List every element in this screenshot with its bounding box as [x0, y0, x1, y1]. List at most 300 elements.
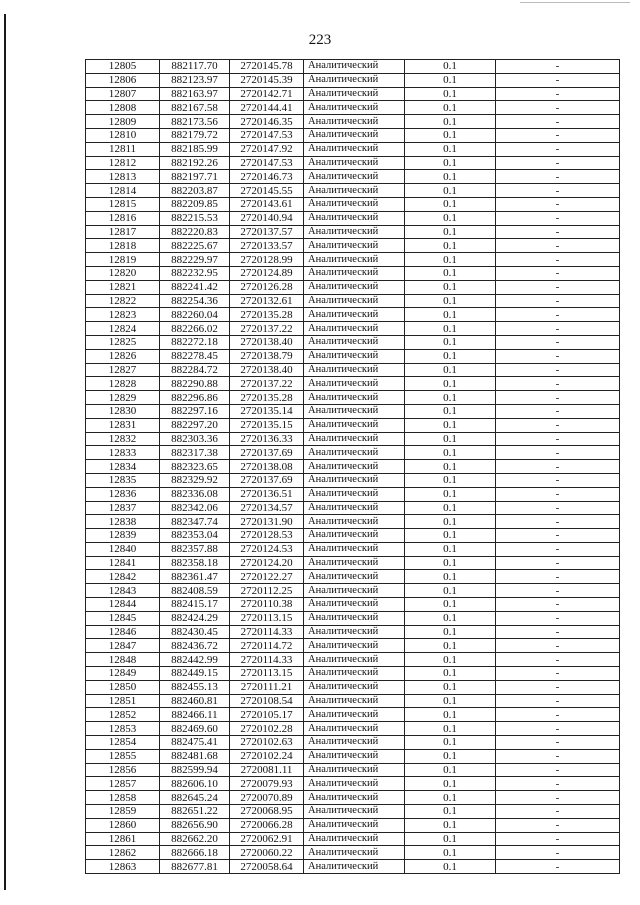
x-coordinate-cell: 882436.72	[160, 639, 230, 653]
table-row	[86, 653, 620, 667]
method-cell: Аналитический	[304, 418, 405, 432]
note-cell: -	[496, 832, 620, 846]
note-cell: -	[496, 432, 620, 446]
y-coordinate-cell: 2720110.38	[230, 598, 304, 612]
table-row	[86, 60, 620, 74]
method-cell: Аналитический	[304, 225, 405, 239]
table-row	[86, 294, 620, 308]
method-cell: Аналитический	[304, 184, 405, 198]
table-row	[86, 749, 620, 763]
x-coordinate-cell: 882599.94	[160, 763, 230, 777]
note-cell: -	[496, 763, 620, 777]
y-coordinate-cell: 2720102.63	[230, 736, 304, 750]
x-coordinate-cell: 882358.18	[160, 556, 230, 570]
y-coordinate-cell: 2720131.90	[230, 515, 304, 529]
accuracy-cell: 0.1	[405, 280, 496, 294]
accuracy-cell: 0.1	[405, 832, 496, 846]
accuracy-cell: 0.1	[405, 225, 496, 239]
y-coordinate-cell: 2720137.22	[230, 322, 304, 336]
accuracy-cell: 0.1	[405, 694, 496, 708]
accuracy-cell: 0.1	[405, 391, 496, 405]
y-coordinate-cell: 2720143.61	[230, 197, 304, 211]
x-coordinate-cell: 882430.45	[160, 625, 230, 639]
note-cell: -	[496, 142, 620, 156]
method-cell: Аналитический	[304, 832, 405, 846]
x-coordinate-cell: 882297.16	[160, 404, 230, 418]
x-coordinate-cell: 882254.36	[160, 294, 230, 308]
accuracy-cell: 0.1	[405, 156, 496, 170]
y-coordinate-cell: 2720146.73	[230, 170, 304, 184]
note-cell: -	[496, 487, 620, 501]
accuracy-cell: 0.1	[405, 818, 496, 832]
note-cell: -	[496, 128, 620, 142]
y-coordinate-cell: 2720138.40	[230, 363, 304, 377]
accuracy-cell: 0.1	[405, 128, 496, 142]
accuracy-cell: 0.1	[405, 404, 496, 418]
note-cell: -	[496, 722, 620, 736]
y-coordinate-cell: 2720135.28	[230, 308, 304, 322]
point-number-cell: 12854	[86, 736, 160, 750]
x-coordinate-cell: 882278.45	[160, 349, 230, 363]
accuracy-cell: 0.1	[405, 805, 496, 819]
x-coordinate-cell: 882323.65	[160, 460, 230, 474]
point-number-cell: 12825	[86, 335, 160, 349]
note-cell: -	[496, 791, 620, 805]
point-number-cell: 12855	[86, 749, 160, 763]
accuracy-cell: 0.1	[405, 570, 496, 584]
x-coordinate-cell: 882241.42	[160, 280, 230, 294]
method-cell: Аналитический	[304, 308, 405, 322]
accuracy-cell: 0.1	[405, 115, 496, 129]
accuracy-cell: 0.1	[405, 60, 496, 74]
accuracy-cell: 0.1	[405, 308, 496, 322]
x-coordinate-cell: 882460.81	[160, 694, 230, 708]
x-coordinate-cell: 882455.13	[160, 680, 230, 694]
x-coordinate-cell: 882290.88	[160, 377, 230, 391]
scan-top-mark	[520, 2, 630, 3]
note-cell: -	[496, 349, 620, 363]
accuracy-cell: 0.1	[405, 211, 496, 225]
point-number-cell: 12826	[86, 349, 160, 363]
x-coordinate-cell: 882266.02	[160, 322, 230, 336]
x-coordinate-cell: 882203.87	[160, 184, 230, 198]
accuracy-cell: 0.1	[405, 860, 496, 874]
method-cell: Аналитический	[304, 515, 405, 529]
point-number-cell: 12863	[86, 860, 160, 874]
note-cell: -	[496, 239, 620, 253]
x-coordinate-cell: 882357.88	[160, 542, 230, 556]
point-number-cell: 12859	[86, 805, 160, 819]
x-coordinate-cell: 882481.68	[160, 749, 230, 763]
point-number-cell: 12820	[86, 266, 160, 280]
accuracy-cell: 0.1	[405, 722, 496, 736]
table-row	[86, 680, 620, 694]
x-coordinate-cell: 882347.74	[160, 515, 230, 529]
y-coordinate-cell: 2720147.53	[230, 128, 304, 142]
note-cell: -	[496, 777, 620, 791]
point-number-cell: 12813	[86, 170, 160, 184]
x-coordinate-cell: 882209.85	[160, 197, 230, 211]
point-number-cell: 12852	[86, 708, 160, 722]
point-number-cell: 12805	[86, 60, 160, 74]
note-cell: -	[496, 184, 620, 198]
y-coordinate-cell: 2720137.69	[230, 446, 304, 460]
point-number-cell: 12806	[86, 73, 160, 87]
point-number-cell: 12853	[86, 722, 160, 736]
method-cell: Аналитический	[304, 335, 405, 349]
method-cell: Аналитический	[304, 211, 405, 225]
method-cell: Аналитический	[304, 805, 405, 819]
table-row	[86, 225, 620, 239]
note-cell: -	[496, 446, 620, 460]
method-cell: Аналитический	[304, 639, 405, 653]
accuracy-cell: 0.1	[405, 625, 496, 639]
x-coordinate-cell: 882651.22	[160, 805, 230, 819]
scan-left-edge	[4, 14, 6, 890]
point-number-cell: 12836	[86, 487, 160, 501]
accuracy-cell: 0.1	[405, 791, 496, 805]
method-cell: Аналитический	[304, 570, 405, 584]
point-number-cell: 12832	[86, 432, 160, 446]
note-cell: -	[496, 391, 620, 405]
point-number-cell: 12862	[86, 846, 160, 860]
y-coordinate-cell: 2720070.89	[230, 791, 304, 805]
note-cell: -	[496, 170, 620, 184]
x-coordinate-cell: 882284.72	[160, 363, 230, 377]
y-coordinate-cell: 2720079.93	[230, 777, 304, 791]
table-row	[86, 266, 620, 280]
note-cell: -	[496, 542, 620, 556]
y-coordinate-cell: 2720133.57	[230, 239, 304, 253]
accuracy-cell: 0.1	[405, 377, 496, 391]
y-coordinate-cell: 2720145.39	[230, 73, 304, 87]
method-cell: Аналитический	[304, 170, 405, 184]
note-cell: -	[496, 625, 620, 639]
y-coordinate-cell: 2720137.57	[230, 225, 304, 239]
note-cell: -	[496, 322, 620, 336]
table-row	[86, 570, 620, 584]
method-cell: Аналитический	[304, 446, 405, 460]
point-number-cell: 12811	[86, 142, 160, 156]
note-cell: -	[496, 749, 620, 763]
y-coordinate-cell: 2720108.54	[230, 694, 304, 708]
y-coordinate-cell: 2720128.99	[230, 253, 304, 267]
table-row	[86, 611, 620, 625]
table-row	[86, 432, 620, 446]
point-number-cell: 12844	[86, 598, 160, 612]
y-coordinate-cell: 2720066.28	[230, 818, 304, 832]
y-coordinate-cell: 2720105.17	[230, 708, 304, 722]
x-coordinate-cell: 882232.95	[160, 266, 230, 280]
y-coordinate-cell: 2720144.41	[230, 101, 304, 115]
y-coordinate-cell: 2720128.53	[230, 529, 304, 543]
x-coordinate-cell: 882123.97	[160, 73, 230, 87]
table-row	[86, 846, 620, 860]
table-row	[86, 542, 620, 556]
note-cell: -	[496, 736, 620, 750]
accuracy-cell: 0.1	[405, 556, 496, 570]
note-cell: -	[496, 418, 620, 432]
note-cell: -	[496, 860, 620, 874]
table-row	[86, 460, 620, 474]
method-cell: Аналитический	[304, 611, 405, 625]
method-cell: Аналитический	[304, 156, 405, 170]
method-cell: Аналитический	[304, 501, 405, 515]
table-row	[86, 363, 620, 377]
accuracy-cell: 0.1	[405, 598, 496, 612]
table-row	[86, 625, 620, 639]
y-coordinate-cell: 2720114.72	[230, 639, 304, 653]
table-row	[86, 322, 620, 336]
accuracy-cell: 0.1	[405, 515, 496, 529]
method-cell: Аналитический	[304, 280, 405, 294]
accuracy-cell: 0.1	[405, 253, 496, 267]
table-row	[86, 308, 620, 322]
point-number-cell: 12833	[86, 446, 160, 460]
x-coordinate-cell: 882662.20	[160, 832, 230, 846]
note-cell: -	[496, 570, 620, 584]
table-row	[86, 211, 620, 225]
accuracy-cell: 0.1	[405, 432, 496, 446]
accuracy-cell: 0.1	[405, 584, 496, 598]
x-coordinate-cell: 882117.70	[160, 60, 230, 74]
table-row	[86, 805, 620, 819]
point-number-cell: 12831	[86, 418, 160, 432]
y-coordinate-cell: 2720062.91	[230, 832, 304, 846]
accuracy-cell: 0.1	[405, 349, 496, 363]
point-number-cell: 12849	[86, 667, 160, 681]
y-coordinate-cell: 2720137.69	[230, 473, 304, 487]
note-cell: -	[496, 211, 620, 225]
note-cell: -	[496, 818, 620, 832]
method-cell: Аналитический	[304, 529, 405, 543]
table-row	[86, 777, 620, 791]
point-number-cell: 12810	[86, 128, 160, 142]
note-cell: -	[496, 266, 620, 280]
point-number-cell: 12838	[86, 515, 160, 529]
x-coordinate-cell: 882666.18	[160, 846, 230, 860]
method-cell: Аналитический	[304, 542, 405, 556]
note-cell: -	[496, 473, 620, 487]
x-coordinate-cell: 882361.47	[160, 570, 230, 584]
x-coordinate-cell: 882260.04	[160, 308, 230, 322]
note-cell: -	[496, 639, 620, 653]
accuracy-cell: 0.1	[405, 460, 496, 474]
method-cell: Аналитический	[304, 818, 405, 832]
accuracy-cell: 0.1	[405, 653, 496, 667]
point-number-cell: 12861	[86, 832, 160, 846]
accuracy-cell: 0.1	[405, 846, 496, 860]
method-cell: Аналитический	[304, 584, 405, 598]
method-cell: Аналитический	[304, 791, 405, 805]
accuracy-cell: 0.1	[405, 749, 496, 763]
note-cell: -	[496, 335, 620, 349]
coordinates-table	[85, 59, 620, 874]
note-cell: -	[496, 708, 620, 722]
table-row	[86, 184, 620, 198]
method-cell: Аналитический	[304, 460, 405, 474]
y-coordinate-cell: 2720135.15	[230, 418, 304, 432]
x-coordinate-cell: 882296.86	[160, 391, 230, 405]
x-coordinate-cell: 882336.08	[160, 487, 230, 501]
x-coordinate-cell: 882677.81	[160, 860, 230, 874]
table-row	[86, 404, 620, 418]
accuracy-cell: 0.1	[405, 777, 496, 791]
x-coordinate-cell: 882645.24	[160, 791, 230, 805]
note-cell: -	[496, 515, 620, 529]
x-coordinate-cell: 882469.60	[160, 722, 230, 736]
method-cell: Аналитический	[304, 749, 405, 763]
point-number-cell: 12856	[86, 763, 160, 777]
table-row	[86, 736, 620, 750]
x-coordinate-cell: 882442.99	[160, 653, 230, 667]
table-row	[86, 529, 620, 543]
table-row	[86, 598, 620, 612]
note-cell: -	[496, 584, 620, 598]
y-coordinate-cell: 2720136.33	[230, 432, 304, 446]
method-cell: Аналитический	[304, 680, 405, 694]
x-coordinate-cell: 882475.41	[160, 736, 230, 750]
x-coordinate-cell: 882606.10	[160, 777, 230, 791]
y-coordinate-cell: 2720111.21	[230, 680, 304, 694]
accuracy-cell: 0.1	[405, 73, 496, 87]
method-cell: Аналитический	[304, 846, 405, 860]
method-cell: Аналитический	[304, 777, 405, 791]
point-number-cell: 12816	[86, 211, 160, 225]
table-row	[86, 87, 620, 101]
note-cell: -	[496, 197, 620, 211]
y-coordinate-cell: 2720126.28	[230, 280, 304, 294]
method-cell: Аналитический	[304, 377, 405, 391]
y-coordinate-cell: 2720136.51	[230, 487, 304, 501]
note-cell: -	[496, 101, 620, 115]
table-row	[86, 515, 620, 529]
method-cell: Аналитический	[304, 722, 405, 736]
y-coordinate-cell: 2720140.94	[230, 211, 304, 225]
x-coordinate-cell: 882408.59	[160, 584, 230, 598]
note-cell: -	[496, 611, 620, 625]
y-coordinate-cell: 2720138.08	[230, 460, 304, 474]
point-number-cell: 12808	[86, 101, 160, 115]
x-coordinate-cell: 882303.36	[160, 432, 230, 446]
note-cell: -	[496, 501, 620, 515]
table-row	[86, 694, 620, 708]
method-cell: Аналитический	[304, 253, 405, 267]
table-row	[86, 667, 620, 681]
y-coordinate-cell: 2720137.22	[230, 377, 304, 391]
x-coordinate-cell: 882225.67	[160, 239, 230, 253]
y-coordinate-cell: 2720112.25	[230, 584, 304, 598]
accuracy-cell: 0.1	[405, 639, 496, 653]
note-cell: -	[496, 280, 620, 294]
point-number-cell: 12807	[86, 87, 160, 101]
accuracy-cell: 0.1	[405, 542, 496, 556]
accuracy-cell: 0.1	[405, 487, 496, 501]
point-number-cell: 12850	[86, 680, 160, 694]
y-coordinate-cell: 2720132.61	[230, 294, 304, 308]
note-cell: -	[496, 87, 620, 101]
x-coordinate-cell: 882297.20	[160, 418, 230, 432]
note-cell: -	[496, 460, 620, 474]
y-coordinate-cell: 2720113.15	[230, 611, 304, 625]
table-row	[86, 128, 620, 142]
y-coordinate-cell: 2720102.28	[230, 722, 304, 736]
note-cell: -	[496, 156, 620, 170]
accuracy-cell: 0.1	[405, 473, 496, 487]
point-number-cell: 12824	[86, 322, 160, 336]
point-number-cell: 12848	[86, 653, 160, 667]
table-row	[86, 556, 620, 570]
x-coordinate-cell: 882197.71	[160, 170, 230, 184]
table-row	[86, 197, 620, 211]
note-cell: -	[496, 556, 620, 570]
x-coordinate-cell: 882317.38	[160, 446, 230, 460]
method-cell: Аналитический	[304, 598, 405, 612]
accuracy-cell: 0.1	[405, 363, 496, 377]
method-cell: Аналитический	[304, 294, 405, 308]
table-row	[86, 115, 620, 129]
table-row	[86, 335, 620, 349]
method-cell: Аналитический	[304, 73, 405, 87]
x-coordinate-cell: 882272.18	[160, 335, 230, 349]
table-row	[86, 446, 620, 460]
point-number-cell: 12837	[86, 501, 160, 515]
accuracy-cell: 0.1	[405, 335, 496, 349]
x-coordinate-cell: 882353.04	[160, 529, 230, 543]
table-row	[86, 239, 620, 253]
note-cell: -	[496, 667, 620, 681]
point-number-cell: 12817	[86, 225, 160, 239]
x-coordinate-cell: 882415.17	[160, 598, 230, 612]
point-number-cell: 12845	[86, 611, 160, 625]
note-cell: -	[496, 60, 620, 74]
method-cell: Аналитический	[304, 115, 405, 129]
point-number-cell: 12843	[86, 584, 160, 598]
accuracy-cell: 0.1	[405, 322, 496, 336]
accuracy-cell: 0.1	[405, 680, 496, 694]
method-cell: Аналитический	[304, 349, 405, 363]
method-cell: Аналитический	[304, 708, 405, 722]
method-cell: Аналитический	[304, 473, 405, 487]
y-coordinate-cell: 2720081.11	[230, 763, 304, 777]
y-coordinate-cell: 2720068.95	[230, 805, 304, 819]
method-cell: Аналитический	[304, 625, 405, 639]
accuracy-cell: 0.1	[405, 170, 496, 184]
table-row	[86, 722, 620, 736]
point-number-cell: 12819	[86, 253, 160, 267]
note-cell: -	[496, 225, 620, 239]
accuracy-cell: 0.1	[405, 87, 496, 101]
accuracy-cell: 0.1	[405, 418, 496, 432]
table-row	[86, 73, 620, 87]
accuracy-cell: 0.1	[405, 667, 496, 681]
x-coordinate-cell: 882215.53	[160, 211, 230, 225]
point-number-cell: 12827	[86, 363, 160, 377]
accuracy-cell: 0.1	[405, 763, 496, 777]
method-cell: Аналитический	[304, 142, 405, 156]
note-cell: -	[496, 694, 620, 708]
method-cell: Аналитический	[304, 87, 405, 101]
table-row	[86, 708, 620, 722]
y-coordinate-cell: 2720147.53	[230, 156, 304, 170]
note-cell: -	[496, 653, 620, 667]
point-number-cell: 12840	[86, 542, 160, 556]
method-cell: Аналитический	[304, 556, 405, 570]
y-coordinate-cell: 2720138.40	[230, 335, 304, 349]
accuracy-cell: 0.1	[405, 529, 496, 543]
y-coordinate-cell: 2720124.20	[230, 556, 304, 570]
point-number-cell: 12814	[86, 184, 160, 198]
